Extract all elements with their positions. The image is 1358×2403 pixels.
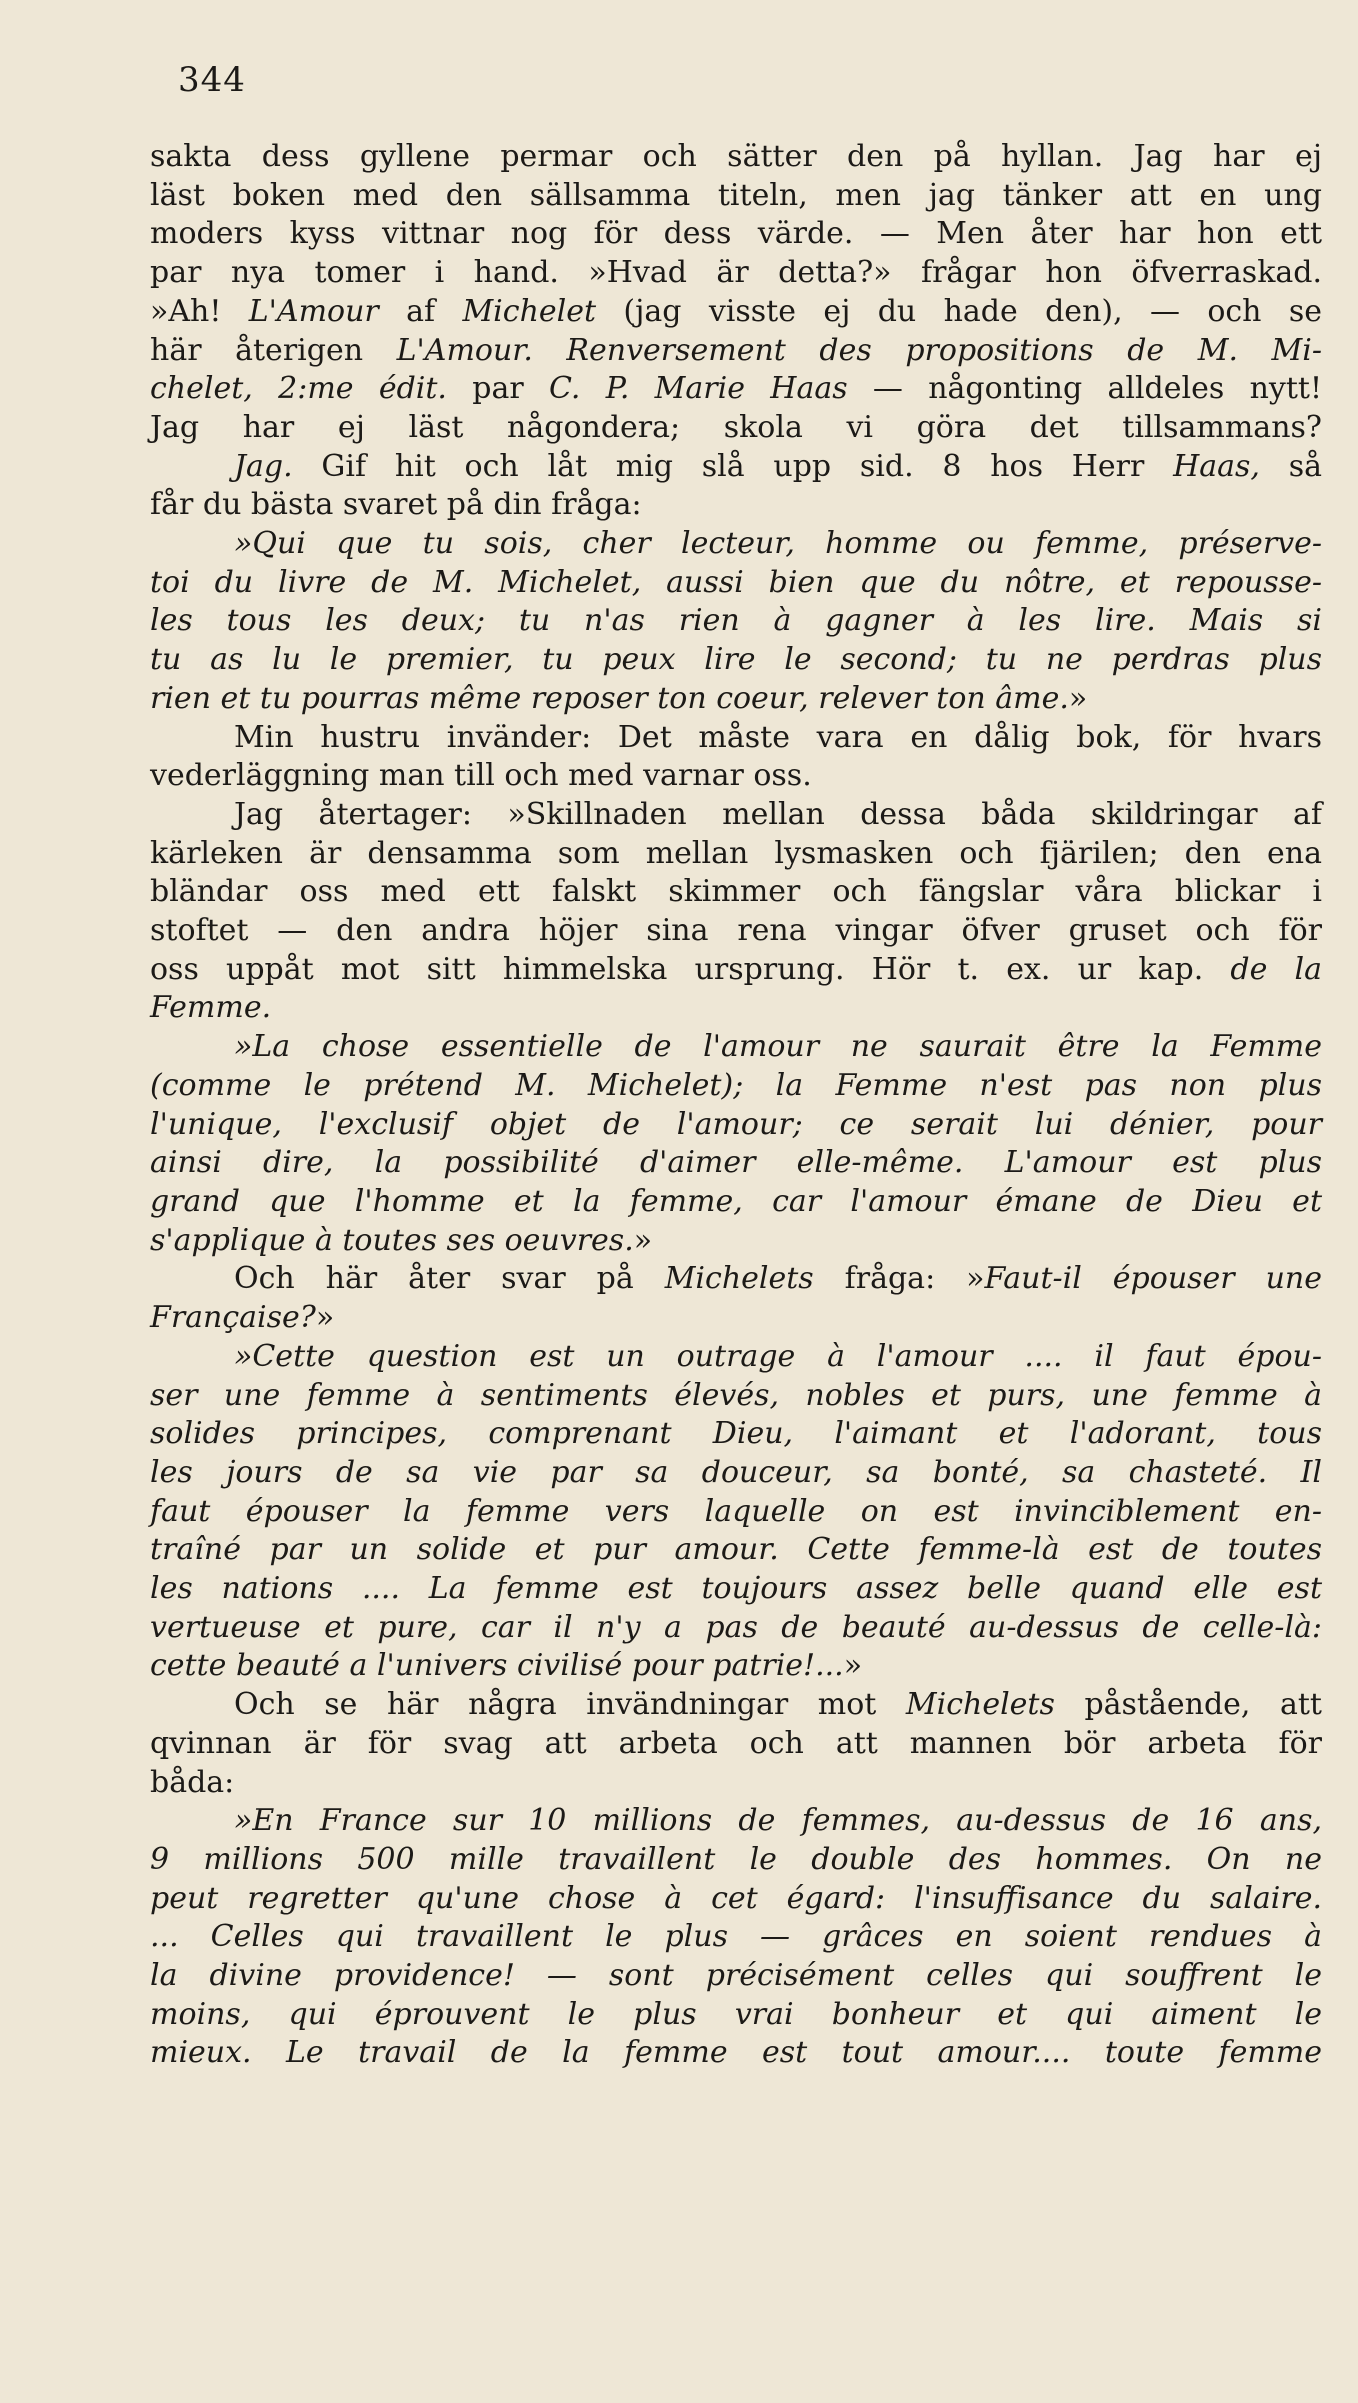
text-line [150, 332, 1322, 371]
text-run: ainsi dire, la possibilité d'aimer elle-même. L'amour est plus [150, 1145, 1322, 1181]
text-run: les jours de sa vie par sa douceur, sa bonté, sa chasteté. Il [150, 1454, 1322, 1490]
text-run: toi du livre de M. Michelet, aussi bien que du nôtre, et repousse- [150, 564, 1322, 600]
text-line [150, 1686, 1322, 1725]
text-line [150, 719, 1322, 758]
text-line [150, 1260, 1322, 1299]
text-run: oss uppåt mot sitt himmelska ursprung. Hör t. ex. ur kap. [150, 951, 1231, 987]
text-run: s'applique à toutes ses oeuvres. [150, 1222, 634, 1258]
text-run: läst boken med den sällsamma titeln, men jag tänker att en ung [150, 177, 1322, 213]
text-run: får du bästa svaret på din fråga: [150, 487, 642, 523]
text-line [150, 1028, 1322, 1067]
text-run: » [633, 1222, 653, 1258]
text-run: Jag återtager: »Skillnaden mellan dessa båda skildringar af [234, 796, 1322, 832]
text-line [150, 215, 1322, 254]
text-run: peut regretter qu'une chose à cet égard: l'insuffisance du salaire. [150, 1880, 1322, 1916]
text-run: » [843, 1648, 863, 1684]
text-line [150, 293, 1322, 332]
text-line [150, 448, 1322, 487]
text-line [150, 1957, 1322, 1996]
text-line [150, 1144, 1322, 1183]
text-line [150, 835, 1322, 874]
text-run: Och här åter svar på [234, 1261, 665, 1297]
text-line [150, 525, 1322, 564]
text-run: » [315, 1300, 335, 1336]
text-run: qvinnan är för svag att arbeta och att mannen bör arbeta för [150, 1725, 1322, 1761]
text-line [150, 1880, 1322, 1919]
text-run: tu as lu le premier, tu peux lire le second; tu ne perdras plus [150, 642, 1322, 678]
text-run: Michelets [905, 1687, 1055, 1723]
text-line [150, 1493, 1322, 1532]
text-run: Michelet [462, 293, 597, 329]
text-run: les nations .... La femme est toujours assez belle quand elle est [150, 1571, 1322, 1607]
text-line [150, 1454, 1322, 1493]
text-line [150, 1647, 1322, 1686]
text-line [150, 1841, 1322, 1880]
text-line [150, 1996, 1322, 2035]
text-line [150, 409, 1322, 448]
text-line [150, 641, 1322, 680]
text-line [150, 1725, 1322, 1764]
text-line [150, 1764, 1322, 1803]
text-line [150, 1106, 1322, 1145]
text-line [150, 1918, 1322, 1957]
text-run: bländar oss med ett falskt skimmer och fängslar våra blickar i [150, 874, 1322, 910]
text-line [150, 989, 1322, 1028]
text-line [150, 370, 1322, 409]
body-text [150, 138, 1322, 2073]
text-line [150, 1609, 1322, 1648]
text-run: Faut-il épouser une [984, 1261, 1322, 1297]
text-run: fråga: » [813, 1261, 985, 1297]
text-run: l'unique, l'exclusif objet de l'amour; ce serait lui dénier, pour [150, 1106, 1322, 1142]
text-line [150, 564, 1322, 603]
text-run: par nya tomer i hand. »Hvad är detta?» frågar hon öfverraskad. [150, 255, 1322, 291]
text-run: moders kyss vittnar nog för dess värde. — Men åter har hon ett [150, 216, 1322, 252]
text-run: faut épouser la femme vers laquelle on est invinciblement en- [150, 1493, 1322, 1529]
text-run: de la [1230, 951, 1322, 987]
text-run: C. P. Marie Haas [549, 371, 848, 407]
text-run: »La chose essentielle de l'amour ne saurait être la Femme [234, 1029, 1322, 1065]
text-run: 9 millions 500 mille travaillent le double des hommes. On ne [150, 1841, 1322, 1877]
text-line [150, 951, 1322, 990]
text-run: cette beauté a l'univers civilisé pour patrie!... [150, 1648, 844, 1684]
text-line [150, 602, 1322, 641]
text-run: Jag. [234, 448, 293, 484]
text-run: Michelets [664, 1261, 814, 1297]
text-run: moins, qui éprouvent le plus vrai bonheur et qui aiment le [150, 1996, 1322, 2032]
text-line [150, 1067, 1322, 1106]
text-run: (comme le prétend M. Michelet); la Femme n'est pas non plus [150, 1067, 1322, 1103]
text-run: stoftet — den andra höjer sina rena vingar öfver gruset och för [150, 913, 1322, 949]
text-line [150, 1531, 1322, 1570]
text-run: traîné par un solide et pur amour. Cette femme-là est de toutes [150, 1532, 1322, 1568]
text-run: vederläggning man till och med varnar oss. [150, 758, 812, 794]
text-line [150, 680, 1322, 719]
text-run: Och se här några invändningar mot [234, 1687, 906, 1723]
text-run: rien et tu pourras même reposer ton coeur, relever ton âme. [150, 680, 1069, 716]
text-line [150, 1299, 1322, 1338]
text-line [150, 1415, 1322, 1454]
text-line [150, 177, 1322, 216]
text-run: la divine providence! — sont précisément celles qui souffrent le [150, 1958, 1322, 1994]
text-run: Min hustru invänder: Det måste vara en dålig bok, för hvars [234, 719, 1322, 755]
text-run: kärleken är densamma som mellan lysmasken och fjärilen; den ena [150, 835, 1322, 871]
text-line [150, 486, 1322, 525]
text-run: ... Celles qui travaillent le plus — grâces en soient rendues à [150, 1919, 1322, 1955]
text-run: solides principes, comprenant Dieu, l'aimant et l'adorant, tous [150, 1416, 1322, 1452]
text-run: ser une femme à sentiments élevés, nobles et purs, une femme à [150, 1377, 1322, 1413]
text-run: Française? [150, 1300, 316, 1336]
text-run: Haas, [1173, 448, 1260, 484]
text-line [150, 796, 1322, 835]
text-run: grand que l'homme et la femme, car l'amour émane de Dieu et [150, 1183, 1322, 1219]
text-run: les tous les deux; tu n'as rien à gagner à les lire. Mais si [150, 603, 1322, 639]
text-line [150, 254, 1322, 293]
text-run: så [1259, 448, 1322, 484]
text-line [150, 1570, 1322, 1609]
text-run: här återigen [150, 332, 397, 368]
text-run: Gif hit och låt mig slå upp sid. 8 hos Herr [292, 448, 1174, 484]
text-run: (jag visste ej du hade den), — och se [596, 293, 1322, 329]
text-run: »Ah! [150, 293, 249, 329]
text-run: af [378, 293, 463, 329]
text-line [150, 1377, 1322, 1416]
text-line [150, 1222, 1322, 1261]
text-run: påstående, att [1054, 1687, 1322, 1723]
text-line [150, 1338, 1322, 1377]
text-line [150, 873, 1322, 912]
text-run: vertueuse et pure, car il n'y a pas de beauté au-dessus de celle-là: [150, 1609, 1322, 1645]
text-run: »En France sur 10 millions de femmes, au-dessus de 16 ans, [234, 1803, 1322, 1839]
text-run: båda: [150, 1764, 235, 1800]
text-run: Jag har ej läst någondera; skola vi göra det tillsammans? [150, 409, 1322, 445]
text-line [150, 757, 1322, 796]
text-run: »Qui que tu sois, cher lecteur, homme ou femme, préserve- [234, 526, 1322, 562]
text-run: mieux. Le travail de la femme est tout amour.... toute femme [150, 2035, 1322, 2071]
text-run: »Cette question est un outrage à l'amour .... il faut épou- [234, 1338, 1322, 1374]
text-run: chelet, 2:me édit. [150, 371, 447, 407]
text-run: L'Amour [248, 293, 379, 329]
text-line [150, 1183, 1322, 1222]
text-line [150, 1802, 1322, 1841]
text-run: L'Amour. Renversement des propositions de M. Mi- [396, 332, 1323, 368]
page-number: 344 [178, 60, 246, 100]
text-run: — någonting alldeles nytt! [847, 371, 1322, 407]
text-line [150, 2034, 1322, 2073]
text-run: sakta dess gyllene permar och sätter den på hyllan. Jag har ej [150, 139, 1322, 174]
text-run: » [1068, 680, 1088, 716]
text-line [150, 912, 1322, 951]
text-run: Femme. [150, 990, 272, 1026]
text-line [150, 138, 1322, 177]
text-run: par [446, 371, 550, 407]
